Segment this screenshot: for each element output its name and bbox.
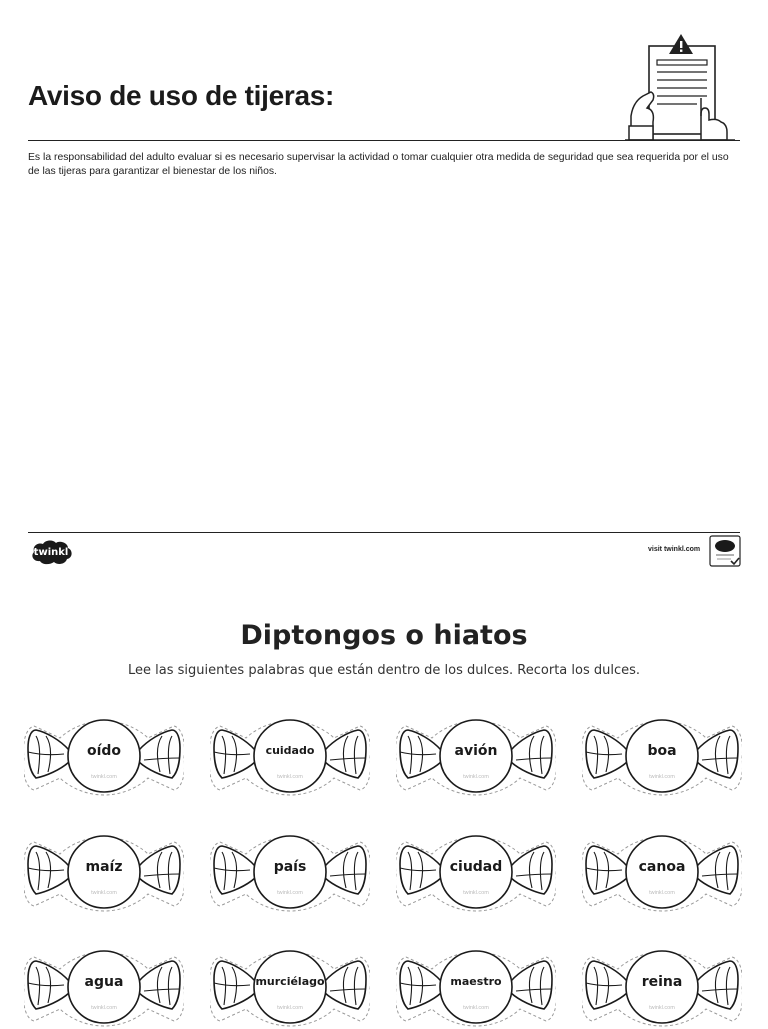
svg-text:twinkl: twinkl: [33, 547, 69, 558]
footer-divider: [28, 532, 740, 533]
candy-word: oído: [86, 743, 122, 759]
candy-card: [582, 949, 742, 1029]
visit-twinkl-link[interactable]: visit twinkl.com: [648, 546, 701, 553]
candy-word: murciélago: [255, 975, 325, 988]
notice-body: Es la responsabilidad del adulto evaluar si es necesario supervisar la actividad o tomar cualquier otra medida de seguridad que sea requerida por el uso de las tijeras para garantizar el bienestar de los niños.: [28, 152, 729, 177]
candy-word: canoa: [638, 859, 686, 875]
worksheet-instructions: Lee las siguientes palabras que están dentro de los dulces. Recorta los dulces.: [127, 663, 641, 678]
candy-brand-mark: twinkl.com: [463, 774, 489, 780]
candy-card: [582, 834, 742, 914]
quality-standard-badge: [709, 535, 741, 567]
header-divider: [28, 140, 740, 141]
candy-word: reina: [641, 974, 683, 990]
candy-card: [24, 834, 184, 914]
candy-brand-mark: twinkl.com: [91, 774, 117, 780]
candy-word: maíz: [85, 859, 123, 875]
notice-title: Aviso de uso de tijeras:: [28, 80, 335, 111]
candy-card: [210, 718, 370, 798]
candy-card: [396, 834, 556, 914]
candy-brand-mark: twinkl.com: [463, 890, 489, 896]
candy-card: [582, 718, 742, 798]
candy-word: boa: [647, 743, 677, 759]
candy-brand-mark: twinkl.com: [277, 774, 303, 780]
candy-brand-mark: twinkl.com: [463, 1005, 489, 1011]
warning-document-icon: [625, 32, 735, 144]
candy-card: [210, 834, 370, 914]
candy-card: [210, 949, 370, 1029]
worksheet-title: Diptongos o hiatos: [240, 620, 528, 651]
candy-word: país: [273, 859, 307, 875]
candy-word: avión: [454, 743, 498, 759]
candy-brand-mark: twinkl.com: [649, 774, 675, 780]
candy-word: maestro: [450, 975, 502, 988]
candy-brand-mark: twinkl.com: [649, 1005, 675, 1011]
candy-brand-mark: twinkl.com: [277, 890, 303, 896]
diphthong-worksheet-page: [0, 590, 768, 1024]
candy-word: cuidado: [265, 744, 315, 757]
candy-brand-mark: twinkl.com: [277, 1005, 303, 1011]
candy-brand-mark: twinkl.com: [91, 1005, 117, 1011]
candy-card: [396, 718, 556, 798]
candy-card: [396, 949, 556, 1029]
candy-brand-mark: twinkl.com: [91, 890, 117, 896]
twinkl-logo: [28, 538, 74, 566]
candy-word: ciudad: [449, 859, 503, 875]
candy-word: agua: [84, 974, 124, 990]
candy-brand-mark: twinkl.com: [649, 890, 675, 896]
candy-card: [24, 949, 184, 1029]
candy-card: [24, 718, 184, 798]
